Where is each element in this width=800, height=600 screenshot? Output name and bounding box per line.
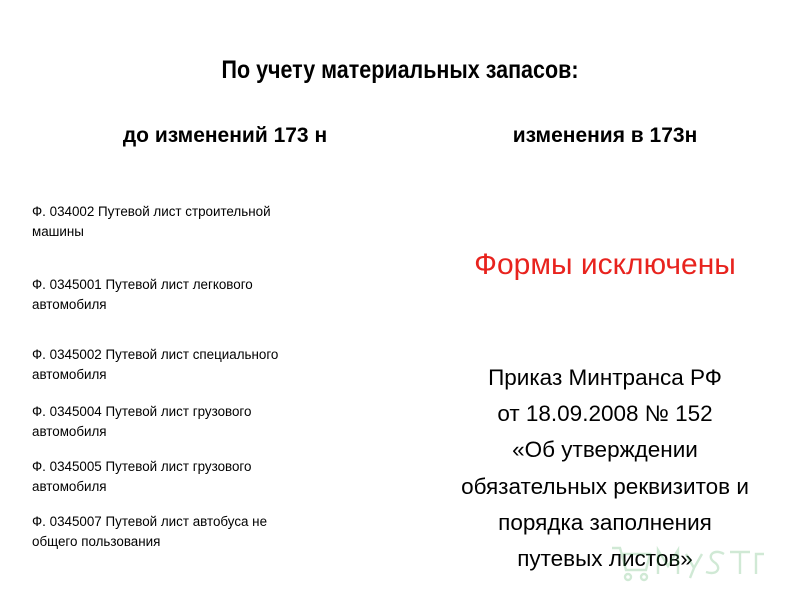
form-item: [32, 512, 292, 552]
form-name: Путевой лист специального автомобиля: [32, 347, 279, 382]
form-item: [32, 457, 292, 497]
form-item: [32, 275, 292, 315]
form-code: Ф. 0345002: [32, 347, 102, 362]
order-line: порядка заполнения: [498, 509, 712, 535]
form-code: Ф. 034002: [32, 204, 95, 219]
left-column-heading: до изменений 173 н: [122, 124, 328, 147]
form-name: Путевой лист автобуса не общего пользования: [32, 514, 268, 549]
order-reference: [430, 360, 780, 577]
form-name: Путевой лист легкового автомобиля: [32, 277, 253, 312]
form-name: Путевой лист грузового автомобиля: [32, 404, 252, 439]
form-code: Ф. 0345004: [32, 404, 102, 419]
right-column-heading: изменения в 173н: [512, 124, 698, 147]
order-line: «Об утверждении: [512, 437, 698, 463]
form-code: Ф. 0345005: [32, 459, 102, 474]
order-line: от 18.09.2008 № 152: [497, 401, 713, 427]
form-item: [32, 402, 292, 442]
form-code: Ф. 0345007: [32, 514, 102, 529]
order-line: Приказ Минтранса РФ: [488, 365, 722, 390]
form-name: Путевой лист строительной машины: [32, 204, 271, 239]
form-code: Ф. 0345001: [32, 277, 102, 292]
order-line: путевых листов»: [517, 546, 693, 572]
order-line: обязательных реквизитов и: [461, 473, 749, 499]
slide-title: По учету материальных запасов:: [221, 56, 579, 84]
form-item: [32, 202, 292, 242]
form-item: [32, 345, 292, 385]
form-name: Путевой лист грузового автомобиля: [32, 459, 252, 494]
forms-excluded-label: Формы исключены: [474, 248, 736, 281]
